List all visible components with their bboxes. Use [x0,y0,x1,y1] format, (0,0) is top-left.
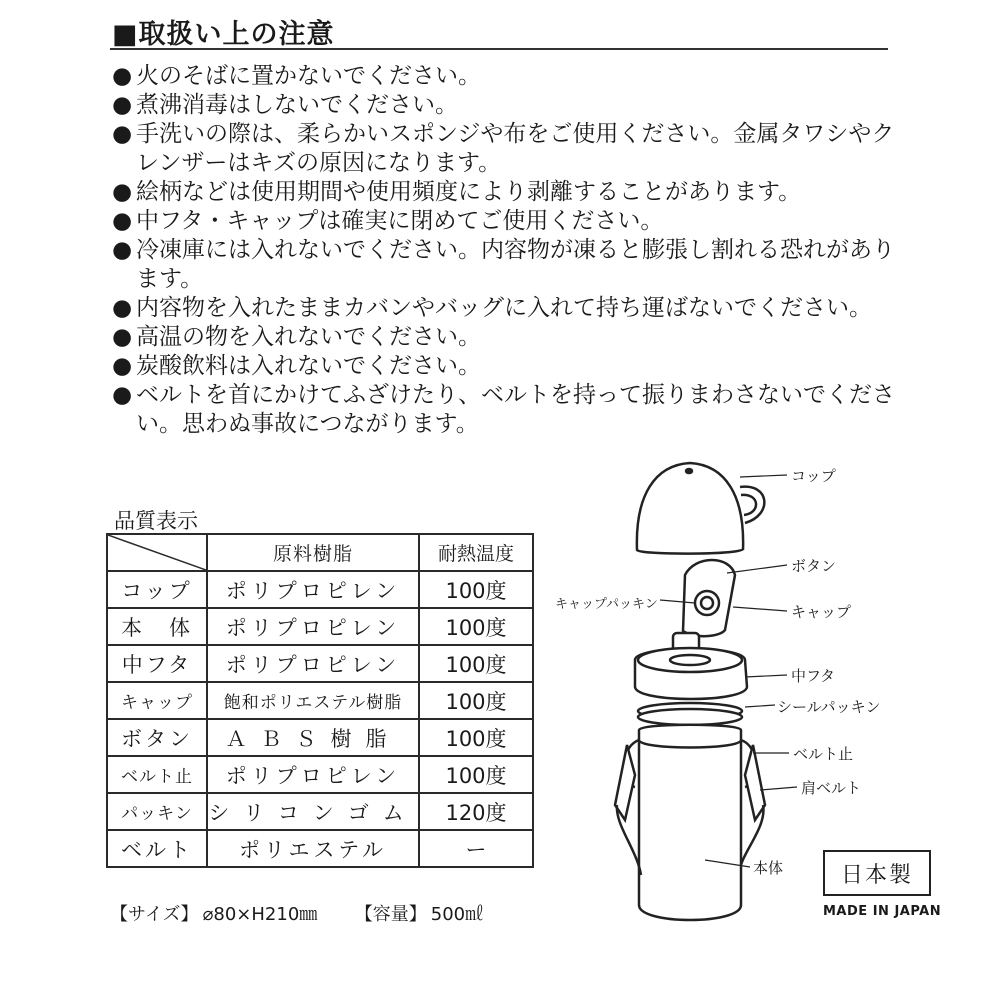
table-row [107,682,533,719]
caution-text: 高温の物を入れないでください。 [136,324,481,350]
caution-text: 絵柄などは使用期間や使用頻度により剥離することがあります。 [136,179,802,205]
material-cell: ポリプロピレン [207,571,419,608]
table-row [107,756,533,793]
material-cell: 飽和ポリエステル樹脂 [207,682,419,719]
table-header-row [107,534,533,571]
header-material: 原料樹脂 [207,534,419,571]
heat-cell: 100度 [419,719,533,756]
heat-cell: 100度 [419,608,533,645]
caution-item [112,62,902,91]
part-cell: コップ [107,571,207,608]
part-cell: パッキン [107,793,207,830]
caution-text: ベルトを首にかけてふざけたり、ベルトを持って振りまわさないでください。思わぬ事故につながります。 [136,382,895,437]
table-row [107,719,533,756]
label-button: ボタン [791,557,837,575]
heat-cell: 120度 [419,793,533,830]
part-cell: ベルト [107,830,207,867]
material-cell: シリコンゴム [207,793,419,830]
quality-label: 品質表示 [114,509,198,533]
part-cell: ボタン [107,719,207,756]
made-in-en: MADE IN JAPAN [823,904,942,919]
label-seal-packing: シールパッキン [777,698,881,716]
heat-cell: 100度 [419,571,533,608]
table-row [107,608,533,645]
bullet-icon: ● [112,295,133,321]
part-cell: 中フタ [107,645,207,682]
bullet-icon: ● [112,63,133,89]
bullet-icon: ● [112,324,133,350]
header-heat: 耐熱温度 [419,534,533,571]
table-row [107,645,533,682]
material-cell: ポリプロピレン [207,608,419,645]
heat-cell: 100度 [419,756,533,793]
heat-cell: ー [419,830,533,867]
table-row [107,830,533,867]
caution-text: 煮沸消毒はしないでください。 [136,92,458,118]
caution-item [112,178,902,207]
label-cap-packing: キャップパッキン [555,597,658,612]
caution-item [112,207,902,236]
material-cell: ポリエステル [207,830,419,867]
size-value: ⌀80×H210㎜ [202,904,318,925]
size-label: 【サイズ】 [110,904,199,925]
capacity-label: 【容量】 [354,904,427,925]
heat-cell: 100度 [419,682,533,719]
caution-item [112,236,902,294]
label-belt-stop: ベルト止 [793,745,854,763]
table-row [107,793,533,830]
bullet-icon: ● [112,92,133,118]
bullet-icon: ● [112,353,133,379]
label-inner-lid: 中フタ [791,667,835,685]
made-in-badge [823,850,941,919]
label-cup: コップ [791,467,836,485]
material-cell: ＡＢＳ樹脂 [207,719,419,756]
caution-item [112,323,902,352]
label-cap: キャップ [791,603,852,621]
bullet-icon: ● [112,179,133,205]
made-in-jp: 日本製 [823,850,931,896]
caution-text: 内容物を入れたままカバンやバッグに入れて持ち運ばないでください。 [136,295,872,321]
page-title: ■取扱い上の注意 [112,19,335,50]
material-cell: ポリプロピレン [207,756,419,793]
bullet-icon: ● [112,382,133,408]
caution-text: 火のそばに置かないでください。 [136,63,481,89]
caution-text: 炭酸飲料は入れないでください。 [136,353,481,379]
part-cell: キャップ [107,682,207,719]
capacity-value: 500㎖ [430,904,484,925]
part-cell: 本 体 [107,608,207,645]
header-diagonal-cell [107,534,207,571]
part-cell: ベルト止 [107,756,207,793]
heat-cell: 100度 [419,645,533,682]
table-row [107,571,533,608]
title-divider [110,48,888,50]
caution-text: 手洗いの際は、柔らかいスポンジや布をご使用ください。金属タワシやクレンザーはキズの原因になります。 [136,121,895,176]
bullet-icon: ● [112,208,133,234]
caution-text: 冷凍庫には入れないでください。内容物が凍ると膨張し割れる恐れがあります。 [136,237,895,292]
caution-item [112,91,902,120]
label-shoulder-belt: 肩ベルト [801,779,862,797]
quality-table [106,533,534,868]
caution-item [112,381,902,439]
bullet-icon: ● [112,237,133,263]
diagonal-line [108,535,206,570]
material-cell: ポリプロピレン [207,645,419,682]
label-body: 本体 [753,859,784,877]
caution-text: 中フタ・キャップは確実に閉めてご使用ください。 [136,208,664,234]
caution-list [112,62,902,439]
bullet-icon: ● [112,121,133,147]
caution-item [112,294,902,323]
spec-line [110,900,487,926]
caution-item [112,352,902,381]
caution-item [112,120,902,178]
